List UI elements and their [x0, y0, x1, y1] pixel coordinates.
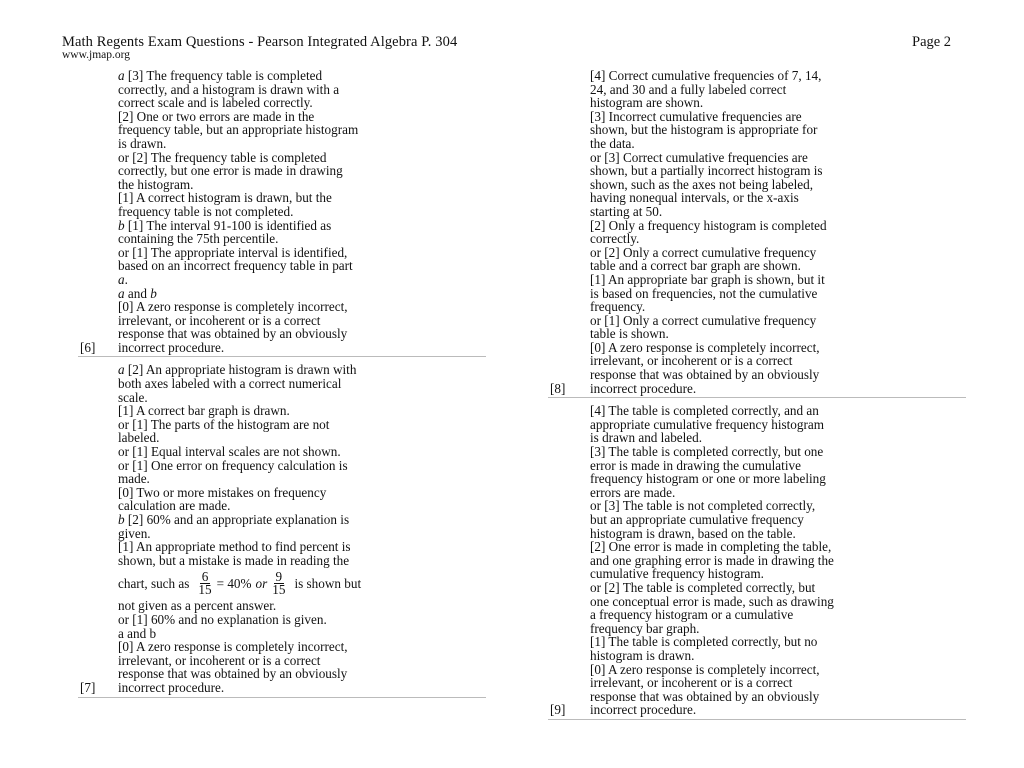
- rubric-line: [118, 205, 486, 219]
- rubric-line: [590, 69, 966, 83]
- rubric-line: [590, 445, 966, 459]
- rubric-line: [118, 246, 486, 260]
- rubric-text: cumulative frequency histogram.: [590, 566, 764, 582]
- rubric-text: [2] One error is made in completing the table,: [590, 539, 832, 555]
- rubric-text: [2] Only a frequency histogram is completed: [590, 217, 827, 233]
- rubric-line: [118, 459, 486, 473]
- rubric-text: or [1] Equal interval scales are not shown.: [118, 444, 341, 460]
- rubric-text: incorrect procedure.: [118, 339, 225, 355]
- answer-9: [548, 404, 966, 720]
- fraction-equals: = 40%: [216, 575, 252, 591]
- rubric-text: response that was obtained by an obviously: [590, 367, 820, 383]
- source-url: www.jmap.org: [62, 49, 131, 61]
- rubric-line: [118, 445, 486, 459]
- rubric-text: [0] A zero response is completely incorrect,: [118, 299, 348, 315]
- part-label: a: [118, 68, 125, 83]
- rubric-text: and: [124, 285, 151, 301]
- rubric-line: [590, 486, 966, 500]
- rubric-line: [590, 703, 966, 717]
- rubric-text: or [3] The table is not completed correctly,: [590, 498, 816, 514]
- rubric-text: incorrect procedure.: [118, 679, 225, 695]
- rubric-line: [590, 595, 966, 609]
- part-label: a: [118, 285, 125, 301]
- rubric-text: or [2] The table is completed correctly, but: [590, 579, 816, 595]
- rubric-line: [590, 246, 966, 260]
- rubric-text: table is shown.: [590, 326, 669, 342]
- fraction-lead: chart, such as: [118, 575, 190, 591]
- rubric-line: [118, 667, 486, 681]
- rubric-text: shown, such as the axes not being labeled,: [590, 176, 814, 192]
- rubric-text: scale.: [118, 389, 148, 405]
- rubric-line: [590, 690, 966, 704]
- rubric-text: calculation are made.: [118, 498, 231, 514]
- rubric-line: [118, 287, 486, 301]
- right-column: [548, 69, 966, 726]
- rubric-line: [590, 205, 966, 219]
- rubric-text: frequency table, but an appropriate histogram: [118, 122, 359, 138]
- rubric-text: [1] The table is completed correctly, but no: [590, 634, 818, 650]
- fraction-tail: is shown but: [294, 575, 362, 591]
- rubric-text: table and a correct bar graph are shown.: [590, 258, 801, 274]
- rubric-line: [590, 137, 966, 151]
- rubric-line: [590, 567, 966, 581]
- rubric-text: irrelevant, or incoherent or is a correct: [118, 312, 321, 328]
- rubric-text: errors are made.: [590, 484, 676, 500]
- rubric-text: or [1] One error on frequency calculation is: [118, 457, 348, 473]
- rubric-line: [118, 513, 486, 527]
- rubric-line: [118, 540, 486, 554]
- rubric-text: [0] A zero response is completely incorrect,: [118, 639, 348, 655]
- rubric-text: [1] A correct bar graph is drawn.: [118, 403, 290, 419]
- rubric-line: [590, 431, 966, 445]
- rubric-line: [118, 123, 486, 137]
- rubric-text: labeled.: [118, 430, 160, 446]
- rubric-text: 24, and 30 and a fully labeled correct: [590, 81, 787, 97]
- rubric-text: not given as a percent answer.: [118, 598, 277, 614]
- rubric-text: made.: [118, 471, 150, 487]
- part-label: b: [118, 512, 125, 527]
- left-column: [78, 69, 486, 704]
- rubric-line: [118, 404, 486, 418]
- rubric-text: [0] A zero response is completely incorrect,: [590, 339, 820, 355]
- rubric-text: a frequency histogram or a cumulative: [590, 607, 794, 623]
- rubric-line: [590, 554, 966, 568]
- rubric-text: [2] An appropriate histogram is drawn with: [124, 362, 357, 378]
- rubric-line: [590, 164, 966, 178]
- rubric-text: both axes labeled with a correct numerical: [118, 376, 342, 392]
- rubric-text: response that was obtained by an obviously: [118, 666, 348, 682]
- question-number: [6]: [80, 339, 96, 355]
- rubric-text: response that was obtained by an obviously: [590, 688, 820, 704]
- rubric-text: based on an incorrect frequency table in part: [118, 258, 353, 274]
- rubric-text: or [1] The appropriate interval is identified,: [118, 244, 348, 260]
- rubric-line: [118, 681, 486, 695]
- question-number: [9]: [550, 702, 566, 718]
- rubric-line: [590, 459, 966, 473]
- rubric-line: [118, 232, 486, 246]
- document-title: Math Regents Exam Questions - Pearson Integrated Algebra P. 304: [62, 34, 458, 50]
- rubric-line: [118, 300, 486, 314]
- rubric-text: histogram is drawn.: [590, 647, 695, 663]
- rubric-line: [590, 368, 966, 382]
- rubric-line: [118, 527, 486, 541]
- rubric-text: incorrect procedure.: [590, 702, 697, 718]
- rubric-text: correctly, and a histogram is drawn with a: [118, 81, 340, 97]
- answer-7: [78, 363, 486, 697]
- rubric-text: histogram are shown.: [590, 95, 704, 111]
- rubric-line: [118, 191, 486, 205]
- rubric-text: shown, but a partially incorrect histogram is: [590, 163, 823, 179]
- rubric-text: or [2] The frequency table is completed: [118, 149, 327, 165]
- part-label: a: [118, 362, 125, 378]
- rubric-line: [118, 431, 486, 445]
- rubric-text: or [1] Only a correct cumulative frequency: [590, 312, 817, 328]
- rubric-line: [118, 472, 486, 486]
- rubric-text: [1] An appropriate method to find percent is: [118, 539, 351, 555]
- rubric-text: [3] Incorrect cumulative frequencies are: [590, 108, 802, 124]
- rubric-line: [590, 499, 966, 513]
- rubric-text: is drawn and labeled.: [590, 430, 703, 446]
- rubric-line: [118, 273, 486, 287]
- rubric-line: [118, 219, 486, 233]
- rubric-line: [118, 613, 486, 627]
- rubric-text: response that was obtained by an obviously: [118, 326, 348, 342]
- rubric-line: [590, 123, 966, 137]
- rubric-text: having nonequal intervals, or the x-axis: [590, 190, 799, 206]
- part-label: b: [118, 217, 125, 233]
- rubric-line: [118, 654, 486, 668]
- rubric-line: [590, 540, 966, 554]
- rubric-line: [118, 499, 486, 513]
- rubric-line: [590, 219, 966, 233]
- rubric-text: correctly, but one error is made in drawing: [118, 163, 343, 179]
- rubric-line: [590, 259, 966, 273]
- rubric-line: [590, 83, 966, 97]
- rubric-text: irrelevant, or incoherent or is a correct: [590, 675, 793, 691]
- rubric-line: [590, 191, 966, 205]
- rubric-text: [4] The table is completed correctly, and an: [590, 403, 819, 419]
- rubric-text: frequency bar graph.: [590, 620, 700, 636]
- rubric-line: [118, 640, 486, 654]
- rubric-line: [118, 110, 486, 124]
- rubric-line: [118, 341, 486, 355]
- rubric-line: [118, 69, 486, 83]
- rubric-line: [590, 354, 966, 368]
- rubric-text: frequency histogram or one or more labeling: [590, 471, 826, 487]
- rubric-line: [590, 581, 966, 595]
- rubric-text: frequency table is not completed.: [118, 203, 294, 219]
- question-number: [8]: [550, 380, 566, 396]
- rubric-line: [590, 513, 966, 527]
- rubric-line: [590, 232, 966, 246]
- rubric-text: [1] An appropriate bar graph is shown, but it: [590, 271, 825, 287]
- rubric-line: [590, 300, 966, 314]
- rubric-line: [118, 83, 486, 97]
- rubric-line: [118, 96, 486, 110]
- rubric-line: [590, 649, 966, 663]
- rubric-text: or [1] The parts of the histogram are not: [118, 416, 330, 432]
- rubric-text: containing the 75th percentile.: [118, 231, 279, 247]
- rubric-line: [590, 663, 966, 677]
- rubric-line: [118, 164, 486, 178]
- rubric-text: correct scale and is labeled correctly.: [118, 95, 313, 111]
- rubric-text: [1] A correct histogram is drawn, but the: [118, 190, 332, 206]
- rubric-text: incorrect procedure.: [590, 380, 697, 396]
- rubric-line: [118, 259, 486, 273]
- rubric-line: [118, 363, 486, 377]
- rubric-text: one conceptual error is made, such as drawing: [590, 593, 834, 609]
- rubric-line: [590, 151, 966, 165]
- rubric-line: [118, 178, 486, 192]
- rubric-text: [2] 60% and an appropriate explanation is: [124, 512, 350, 527]
- question-number: [7]: [80, 679, 96, 695]
- rubric-text: a and b: [118, 625, 157, 641]
- rubric-line: [118, 377, 486, 391]
- fraction-or: or: [255, 575, 268, 591]
- rubric-line: [118, 554, 486, 568]
- rubric-text: is based on frequencies, not the cumulative: [590, 285, 818, 301]
- rubric-line: [590, 382, 966, 396]
- rubric-line: [590, 273, 966, 287]
- fraction-6-15: $\frac{6}{15}$: [198, 568, 212, 597]
- rubric-line: [590, 404, 966, 418]
- rubric-line: [118, 486, 486, 500]
- rubric-text: error is made in drawing the cumulative: [590, 457, 801, 473]
- rubric-line: [590, 418, 966, 432]
- rubric-text: shown, but the histogram is appropriate for: [590, 122, 818, 138]
- rubric-text: frequency.: [590, 299, 646, 315]
- rubric-line: [590, 327, 966, 341]
- page-number: Page 2: [912, 34, 952, 50]
- answer-8: [548, 69, 966, 398]
- rubric-line: [118, 599, 486, 613]
- rubric-text: .: [124, 271, 128, 287]
- rubric-line: [118, 137, 486, 151]
- rubric-text: the histogram.: [118, 176, 194, 192]
- rubric-line: [590, 622, 966, 636]
- rubric-text: [1] The interval 91-100 is identified as: [124, 217, 332, 233]
- rubric-text: correctly.: [590, 231, 640, 247]
- rubric-text: shown, but a mistake is made in reading the: [118, 552, 350, 568]
- rubric-line: [118, 327, 486, 341]
- rubric-line: [118, 391, 486, 405]
- rubric-line: [590, 110, 966, 124]
- rubric-text: starting at 50.: [590, 203, 663, 219]
- fraction-9-15: $\frac{9}{15}$: [272, 568, 286, 597]
- rubric-line: [590, 287, 966, 301]
- fraction-example: [118, 567, 486, 599]
- rubric-line: [118, 151, 486, 165]
- rubric-line: [590, 314, 966, 328]
- rubric-line: [590, 635, 966, 649]
- rubric-text: [0] Two or more mistakes on frequency: [118, 484, 327, 500]
- rubric-line: [118, 627, 486, 641]
- rubric-text: [3] The frequency table is completed: [124, 68, 323, 83]
- rubric-text: or [1] 60% and no explanation is given.: [118, 611, 327, 627]
- rubric-text: [0] A zero response is completely incorrect,: [590, 661, 820, 677]
- answer-6: [78, 69, 486, 357]
- rubric-text: [2] One or two errors are made in the: [118, 108, 315, 124]
- rubric-text: [4] Correct cumulative frequencies of 7, 14,: [590, 68, 822, 83]
- rubric-text: [3] The table is completed correctly, but one: [590, 444, 824, 460]
- rubric-line: [590, 472, 966, 486]
- rubric-text: appropriate cumulative frequency histogram: [590, 416, 824, 432]
- rubric-text: and one graphing error is made in drawing the: [590, 552, 834, 568]
- rubric-text: or [2] Only a correct cumulative frequency: [590, 244, 817, 260]
- rubric-line: [590, 608, 966, 622]
- rubric-line: [590, 676, 966, 690]
- rubric-text: irrelevant, or incoherent or is a correct: [590, 353, 793, 369]
- part-label: b: [150, 285, 157, 301]
- rubric-text: given.: [118, 525, 151, 541]
- rubric-text: is drawn.: [118, 135, 167, 151]
- rubric-line: [118, 314, 486, 328]
- rubric-text: or [3] Correct cumulative frequencies are: [590, 149, 808, 165]
- part-label: a: [118, 271, 125, 287]
- rubric-line: [590, 178, 966, 192]
- rubric-line: [590, 527, 966, 541]
- rubric-text: irrelevant, or incoherent or is a correct: [118, 652, 321, 668]
- rubric-line: [590, 341, 966, 355]
- rubric-text: histogram is drawn, based on the table.: [590, 525, 796, 541]
- rubric-text: the data.: [590, 135, 635, 151]
- rubric-line: [590, 96, 966, 110]
- rubric-text: but an appropriate cumulative frequency: [590, 512, 804, 527]
- rubric-line: [118, 418, 486, 432]
